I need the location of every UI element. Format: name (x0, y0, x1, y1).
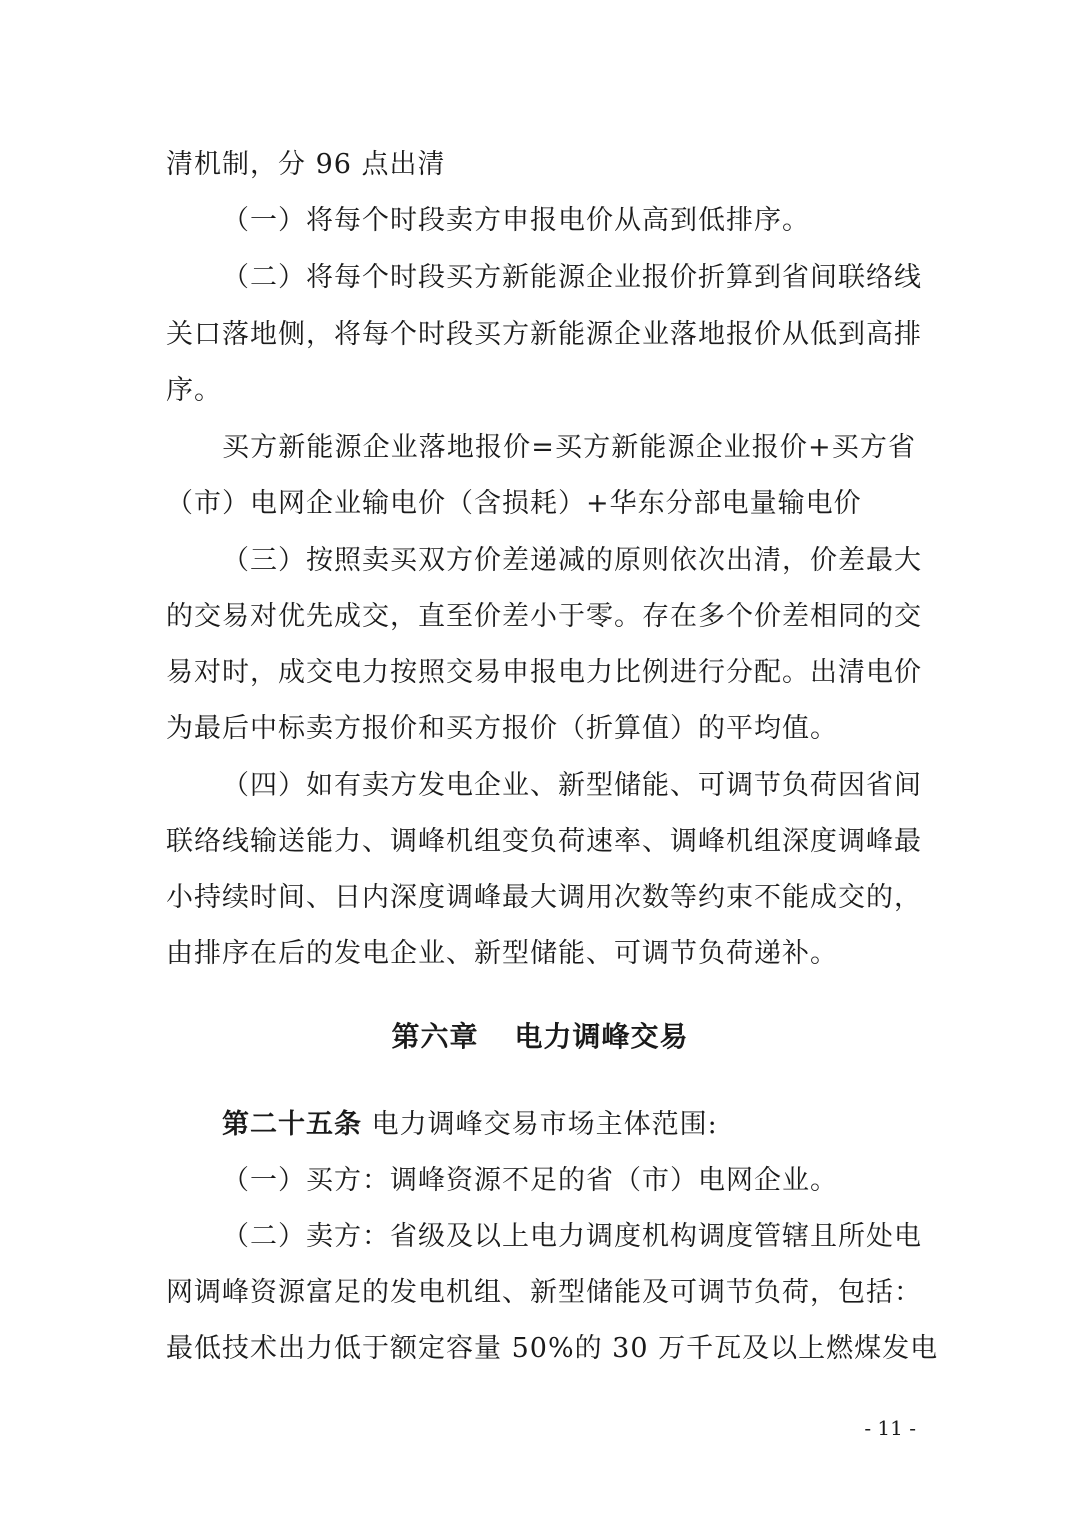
text-line: 的交易对优先成交，直至价差小于零。存在多个价差相同的交 (166, 601, 922, 632)
text-line: 小持续时间、日内深度调峰最大调用次数等约束不能成交的， (166, 882, 922, 913)
text-line: （一）买方：调峰资源不足的省（市）电网企业。 (222, 1165, 838, 1196)
text-line: 关口落地侧，将每个时段买方新能源企业落地报价从低到高排 (166, 319, 922, 350)
text-line: 易对时，成交电力按照交易申报电力比例进行分配。出清电价 (166, 657, 922, 688)
text-line: （三）按照卖买双方价差递减的原则依次出清，价差最大 (222, 545, 922, 576)
article-title: 电力调峰交易市场主体范围: (371, 1109, 718, 1140)
text-line: 由排序在后的发电企业、新型储能、可调节负荷递补。 (166, 938, 838, 969)
text-line: 最低技术出力低于额定容量 50%的 30 万千瓦及以上燃煤发电 (166, 1333, 939, 1364)
text-line: 清机制，分 96 点出清 (166, 149, 446, 180)
text-line: （二）卖方：省级及以上电力调度机构调度管辖且所处电 (222, 1221, 922, 1252)
text-line: 序。 (166, 375, 222, 406)
page-number: - 11 - (864, 1416, 916, 1440)
text-line: （一）将每个时段卖方申报电价从高到低排序。 (222, 205, 810, 236)
chapter-number: 第六章 (391, 1020, 479, 1053)
text-line: 网调峰资源富足的发电机组、新型储能及可调节负荷，包括： (166, 1277, 922, 1308)
article-number: 第二十五条 (222, 1109, 362, 1140)
text-line: （市）电网企业输电价（含损耗）+华东分部电量输电价 (166, 488, 862, 519)
text-line: 联络线输送能力、调峰机组变负荷速率、调峰机组深度调峰最 (166, 826, 922, 857)
text-line: 为最后中标卖方报价和买方报价（折算值）的平均值。 (166, 713, 838, 744)
text-line: （二）将每个时段买方新能源企业报价折算到省间联络线 (222, 262, 922, 293)
chapter-title: 电力调峰交易 (514, 1020, 689, 1053)
article-line (222, 1105, 718, 1145)
chapter-heading (0, 1017, 1080, 1057)
text-line: 买方新能源企业落地报价=买方新能源企业报价+买方省 (222, 432, 916, 463)
text-line: （四）如有卖方发电企业、新型储能、可调节负荷因省间 (222, 770, 922, 801)
